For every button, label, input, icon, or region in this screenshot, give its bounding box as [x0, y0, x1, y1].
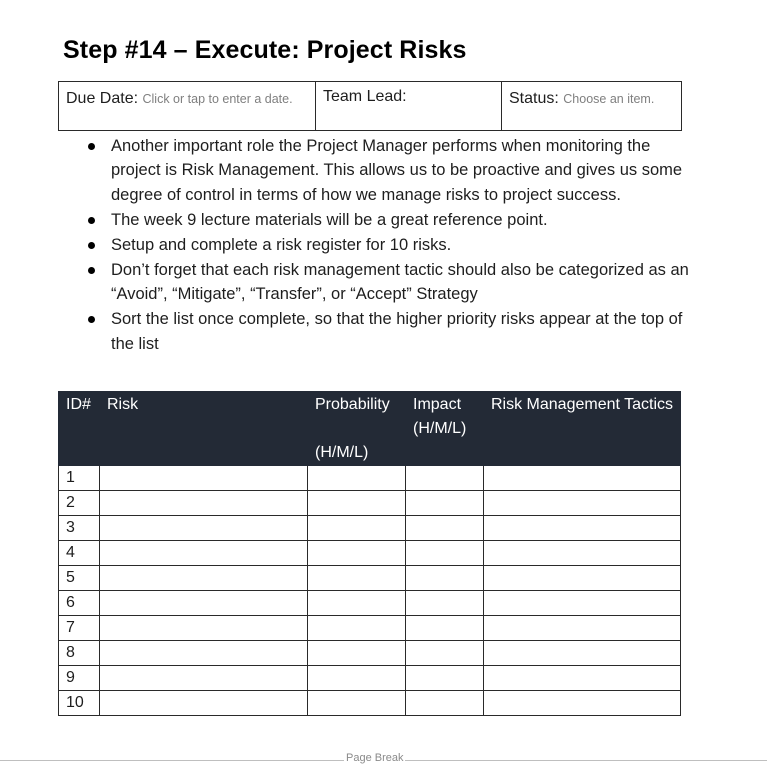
probability-cell[interactable]: [308, 591, 406, 616]
status-dropdown[interactable]: Choose an item.: [563, 92, 655, 106]
tactics-cell[interactable]: [484, 641, 681, 666]
probability-cell[interactable]: [308, 491, 406, 516]
due-date-label: Due Date:: [66, 90, 139, 107]
table-row: [59, 616, 681, 641]
row-id-cell: 1: [59, 466, 100, 491]
tactics-cell[interactable]: [484, 666, 681, 691]
table-row: [59, 666, 681, 691]
table-row: [59, 466, 681, 491]
team-lead-cell[interactable]: [316, 82, 502, 131]
row-id-cell: 3: [59, 516, 100, 541]
status-label: Status:: [509, 90, 559, 107]
header-probability-label: Probability: [315, 396, 390, 413]
page-title: Step #14 – Execute: Project Risks: [63, 36, 467, 64]
row-id-cell: 6: [59, 591, 100, 616]
table-row: [59, 541, 681, 566]
header-impact: Impact (H/M/L): [406, 392, 484, 466]
impact-cell[interactable]: [406, 666, 484, 691]
risk-register-table: [58, 391, 681, 716]
probability-cell[interactable]: [308, 691, 406, 716]
list-item: Sort the list once complete, so that the higher priority risks appear at the top of the list: [86, 307, 691, 356]
row-id-cell: 7: [59, 616, 100, 641]
tactics-cell[interactable]: [484, 566, 681, 591]
risk-cell[interactable]: [100, 466, 308, 491]
row-id-cell: 5: [59, 566, 100, 591]
tactics-cell[interactable]: [484, 491, 681, 516]
probability-cell[interactable]: [308, 541, 406, 566]
instructions-list: [86, 134, 691, 357]
impact-cell[interactable]: [406, 616, 484, 641]
tactics-cell[interactable]: [484, 691, 681, 716]
tactics-cell[interactable]: [484, 591, 681, 616]
bullet-icon: [88, 316, 95, 323]
risk-cell[interactable]: [100, 541, 308, 566]
header-risk: Risk: [100, 392, 308, 466]
bullet-icon: [88, 267, 95, 274]
impact-cell[interactable]: [406, 641, 484, 666]
risk-cell[interactable]: [100, 491, 308, 516]
probability-cell[interactable]: [308, 516, 406, 541]
header-tactics: Risk Management Tactics: [484, 392, 681, 466]
risk-cell[interactable]: [100, 616, 308, 641]
impact-cell[interactable]: [406, 691, 484, 716]
probability-cell[interactable]: [308, 666, 406, 691]
list-item: Another important role the Project Manager performs when monitoring the project is Risk Management. This allows us to be proactive and gives us some degree of control in terms of how we manage risks to project success.: [86, 134, 691, 207]
tactics-cell[interactable]: [484, 516, 681, 541]
row-id-cell: 8: [59, 641, 100, 666]
row-id-cell: 9: [59, 666, 100, 691]
row-id-cell: 2: [59, 491, 100, 516]
due-date-picker[interactable]: Click or tap to enter a date.: [142, 92, 293, 106]
probability-cell[interactable]: [308, 566, 406, 591]
impact-cell[interactable]: [406, 516, 484, 541]
impact-cell[interactable]: [406, 466, 484, 491]
bullet-icon: [88, 217, 95, 224]
due-date-cell[interactable]: [59, 82, 316, 131]
risk-cell[interactable]: [100, 591, 308, 616]
table-row: [59, 641, 681, 666]
header-probability: [308, 392, 406, 466]
impact-cell[interactable]: [406, 591, 484, 616]
list-item: Don’t forget that each risk management tactic should also be categorized as an “Avoid”, “Mitigate”, “Transfer”, or “Accept” Strategy: [86, 258, 691, 307]
risk-cell[interactable]: [100, 641, 308, 666]
table-row: [59, 566, 681, 591]
table-row: [59, 691, 681, 716]
risk-cell[interactable]: [100, 516, 308, 541]
risk-cell[interactable]: [100, 566, 308, 591]
impact-cell[interactable]: [406, 566, 484, 591]
project-info-table: [58, 81, 682, 131]
table-row: [59, 491, 681, 516]
bullet-icon: [88, 242, 95, 249]
status-cell[interactable]: [502, 82, 682, 131]
tactics-cell[interactable]: [484, 466, 681, 491]
bullet-icon: [88, 143, 95, 150]
list-item: The week 9 lecture materials will be a great reference point.: [86, 208, 691, 232]
row-id-cell: 10: [59, 691, 100, 716]
table-row: [59, 516, 681, 541]
table-header-row: [59, 392, 681, 466]
table-row: [59, 591, 681, 616]
header-id: ID#: [59, 392, 100, 466]
header-probability-scale: (H/M/L): [315, 444, 369, 461]
probability-cell[interactable]: [308, 466, 406, 491]
impact-cell[interactable]: [406, 491, 484, 516]
row-id-cell: 4: [59, 541, 100, 566]
risk-cell[interactable]: [100, 691, 308, 716]
tactics-cell[interactable]: [484, 616, 681, 641]
list-item: Setup and complete a risk register for 10 risks.: [86, 233, 691, 257]
probability-cell[interactable]: [308, 616, 406, 641]
risk-cell[interactable]: [100, 666, 308, 691]
page-break-label: Page Break: [346, 752, 404, 764]
tactics-cell[interactable]: [484, 541, 681, 566]
team-lead-label: Team Lead:: [323, 88, 407, 105]
probability-cell[interactable]: [308, 641, 406, 666]
impact-cell[interactable]: [406, 541, 484, 566]
